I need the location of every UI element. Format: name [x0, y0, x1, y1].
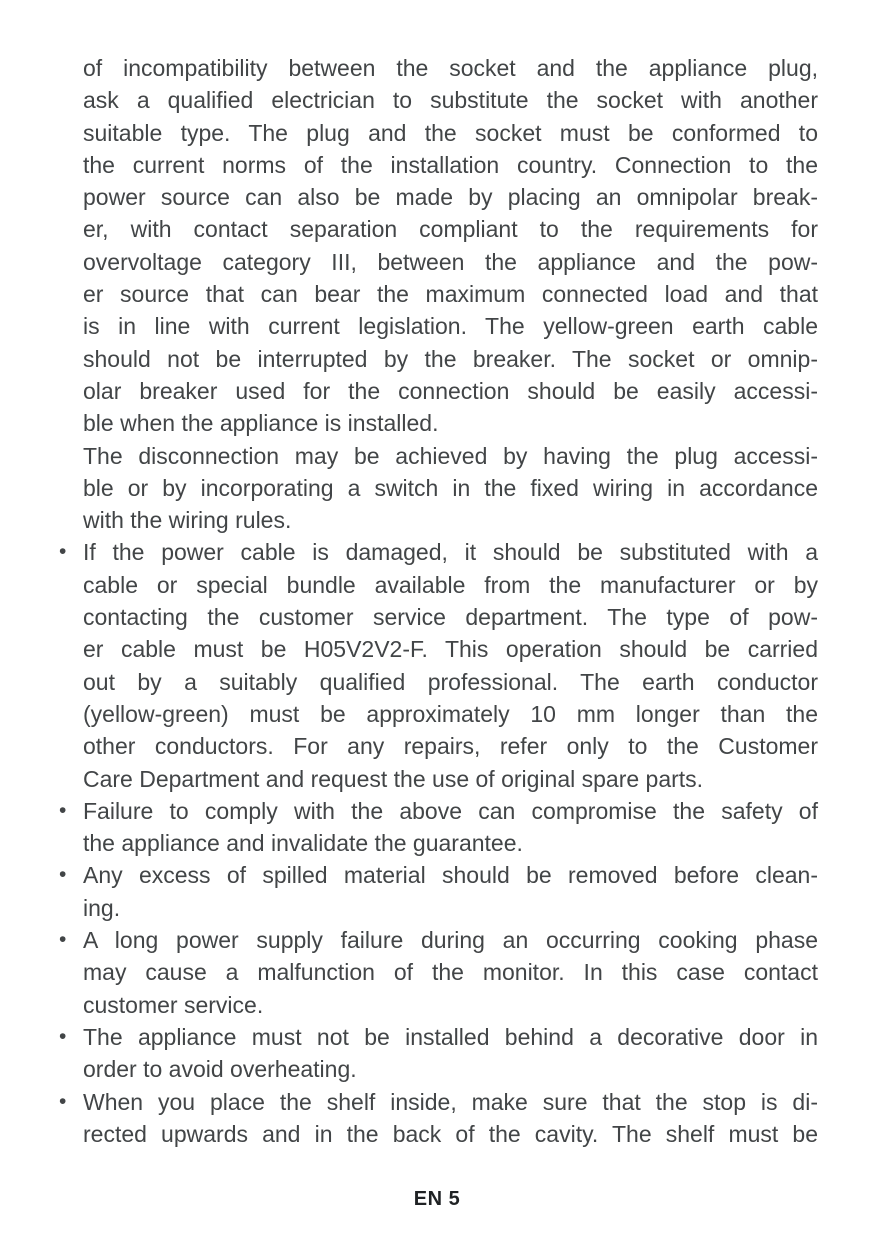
text-line: may cause a malfunction of the monitor. In this case contact: [83, 959, 818, 986]
page-footer: [0, 1188, 874, 1211]
text-line: power source can also be made by placing an omnipolar break-: [83, 184, 818, 211]
paragraph: [83, 440, 818, 537]
text-line: should not be interrupted by the breaker. The socket or omnip-: [83, 345, 818, 372]
bullet-dot: •: [59, 863, 67, 887]
bullet-dot: •: [59, 1024, 67, 1048]
text-line: er cable must be H05V2V2-F. This operation should be carried: [83, 636, 818, 663]
bullet-item: [59, 795, 818, 860]
text-line: The disconnection may be achieved by having the plug accessi-: [83, 442, 818, 469]
paragraph: [83, 52, 818, 440]
text-line: the appliance and invalidate the guarantee.: [83, 830, 523, 857]
bullet-dot: •: [59, 540, 67, 564]
text-line: olar breaker used for the connection should be easily accessi-: [83, 377, 818, 404]
text-line: contacting the customer service department. The type of pow-: [83, 604, 818, 631]
text-line: other conductors. For any repairs, refer only to the Customer: [83, 733, 818, 760]
bullet-item: [59, 924, 818, 1021]
page-number: EN 5: [413, 1188, 461, 1210]
text-line: ble when the appliance is installed.: [83, 410, 439, 437]
text-line: rected upwards and in the back of the cavity. The shelf must be: [83, 1120, 818, 1147]
bullet-item: [59, 1086, 818, 1151]
text-line: If the power cable is damaged, it should be substituted with a: [83, 539, 818, 566]
text-line: the current norms of the installation country. Connection to the: [83, 151, 818, 178]
bullet-item: [59, 536, 818, 794]
bullet-dot: •: [59, 1089, 67, 1113]
bullet-dot: •: [59, 928, 67, 952]
text-line: order to avoid overheating.: [83, 1056, 357, 1083]
text-line: suitable type. The plug and the socket must be conformed to: [83, 119, 818, 146]
bullet-dot: •: [59, 798, 67, 822]
text-line: ask a qualified electrician to substitute the socket with another: [83, 87, 818, 114]
text-line: ble or by incorporating a switch in the fixed wiring in accordance: [83, 474, 818, 501]
text-line: with the wiring rules.: [83, 507, 292, 534]
text-line: The appliance must not be installed behind a decorative door in: [83, 1023, 818, 1050]
text-line: of incompatibility between the socket and the appliance plug,: [83, 55, 818, 81]
text-line: out by a suitably qualified professional. The earth conductor: [83, 668, 818, 695]
text-line: Any excess of spilled material should be removed before clean-: [83, 862, 818, 889]
bullet-item: [59, 859, 818, 924]
bullet-item: [59, 1021, 818, 1086]
text-line: er, with contact separation compliant to the requirements for: [83, 216, 818, 243]
page-body-text: [59, 52, 818, 1150]
text-line: (yellow-green) must be approximately 10 mm longer than the: [83, 700, 818, 727]
text-line: customer service.: [83, 991, 264, 1018]
text-line: A long power supply failure during an occurring cooking phase: [83, 927, 818, 954]
text-line: cable or special bundle available from the manufacturer or by: [83, 571, 818, 598]
text-line: Failure to comply with the above can compromise the safety of: [83, 797, 818, 824]
text-line: Care Department and request the use of original spare parts.: [83, 765, 704, 792]
text-line: er source that can bear the maximum connected load and that: [83, 281, 818, 308]
text-line: ing.: [83, 894, 121, 921]
text-line: is in line with current legislation. The yellow-green earth cable: [83, 313, 818, 340]
text-line: overvoltage category III, between the appliance and the pow-: [83, 248, 818, 275]
text-line: When you place the shelf inside, make sure that the stop is di-: [83, 1088, 818, 1115]
